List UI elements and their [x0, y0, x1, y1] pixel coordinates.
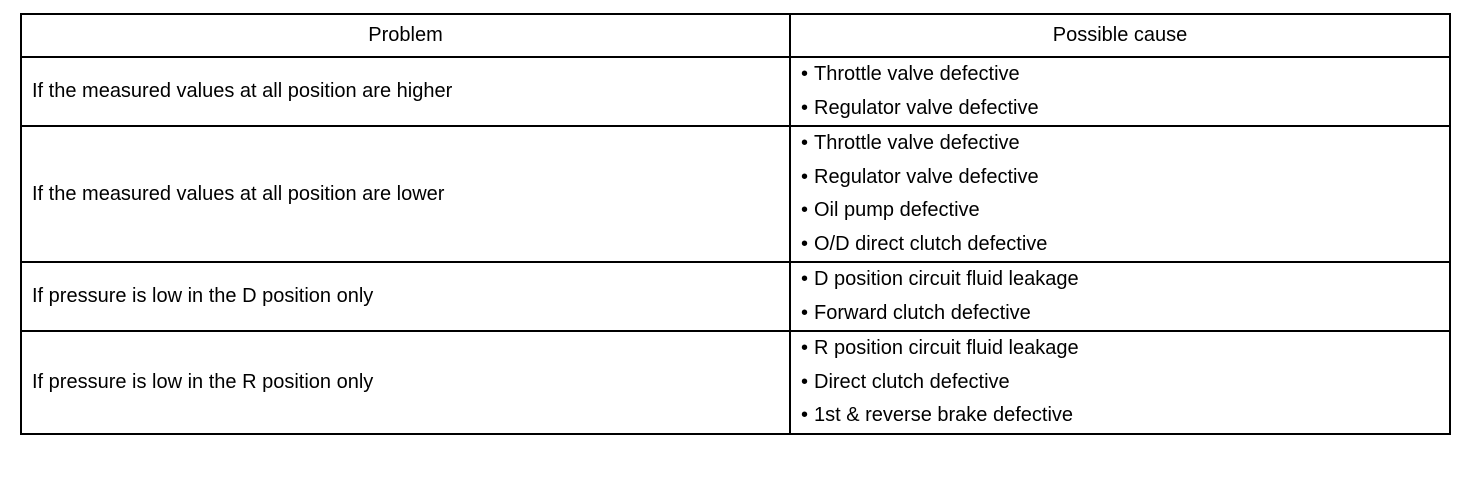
table-row	[21, 331, 1450, 434]
bullet-icon: •	[801, 132, 809, 154]
cause-item	[801, 399, 1439, 433]
bullet-icon: •	[801, 370, 809, 393]
bullet-icon: •	[801, 63, 809, 85]
cause-text: D position circuit fluid leakage	[814, 268, 1079, 290]
cause-text: Throttle valve defective	[814, 63, 1020, 85]
bullet-icon: •	[801, 337, 809, 359]
bullet-icon: •	[801, 165, 809, 188]
cause-list	[801, 263, 1439, 330]
cause-cell	[790, 262, 1450, 331]
diagnosis-table	[20, 13, 1451, 435]
table-row	[21, 57, 1450, 126]
bullet-icon: •	[801, 301, 809, 324]
bullet-icon: •	[801, 96, 809, 119]
cause-cell	[790, 57, 1450, 126]
cause-text: Throttle valve defective	[814, 132, 1020, 154]
header-possible-cause: Possible cause	[790, 14, 1450, 57]
cause-cell	[790, 331, 1450, 434]
cause-text: Forward clutch defective	[814, 301, 1031, 324]
cause-item	[801, 228, 1439, 262]
cause-text: Direct clutch defective	[814, 370, 1010, 393]
cause-list	[801, 58, 1439, 125]
table-row	[21, 262, 1450, 331]
problem-cell: If the measured values at all position are higher	[21, 57, 790, 126]
bullet-icon: •	[801, 199, 809, 221]
bullet-icon: •	[801, 268, 809, 290]
cause-list	[801, 127, 1439, 261]
cause-text: Regulator valve defective	[814, 165, 1039, 188]
cause-text: Oil pump defective	[814, 199, 980, 221]
bullet-icon: •	[801, 232, 809, 255]
problem-cell: If pressure is low in the R position only	[21, 331, 790, 434]
cause-item	[801, 92, 1439, 126]
cause-item	[801, 366, 1439, 400]
problem-cell: If the measured values at all position are lower	[21, 126, 790, 262]
table-header-row	[21, 14, 1450, 57]
cause-list	[801, 332, 1439, 433]
problem-cell: If pressure is low in the D position only	[21, 262, 790, 331]
cause-item	[801, 297, 1439, 331]
cause-item	[801, 194, 1439, 228]
bullet-icon: •	[801, 404, 809, 426]
cause-cell	[790, 126, 1450, 262]
cause-text: Regulator valve defective	[814, 96, 1039, 119]
cause-text: R position circuit fluid leakage	[814, 337, 1079, 359]
cause-text: 1st & reverse brake defective	[814, 404, 1074, 426]
cause-item	[801, 263, 1439, 297]
cause-item	[801, 161, 1439, 195]
cause-item	[801, 127, 1439, 161]
header-problem: Problem	[21, 14, 790, 57]
cause-item	[801, 58, 1439, 92]
cause-item	[801, 332, 1439, 366]
cause-text: O/D direct clutch defective	[814, 232, 1048, 255]
table-row	[21, 126, 1450, 262]
